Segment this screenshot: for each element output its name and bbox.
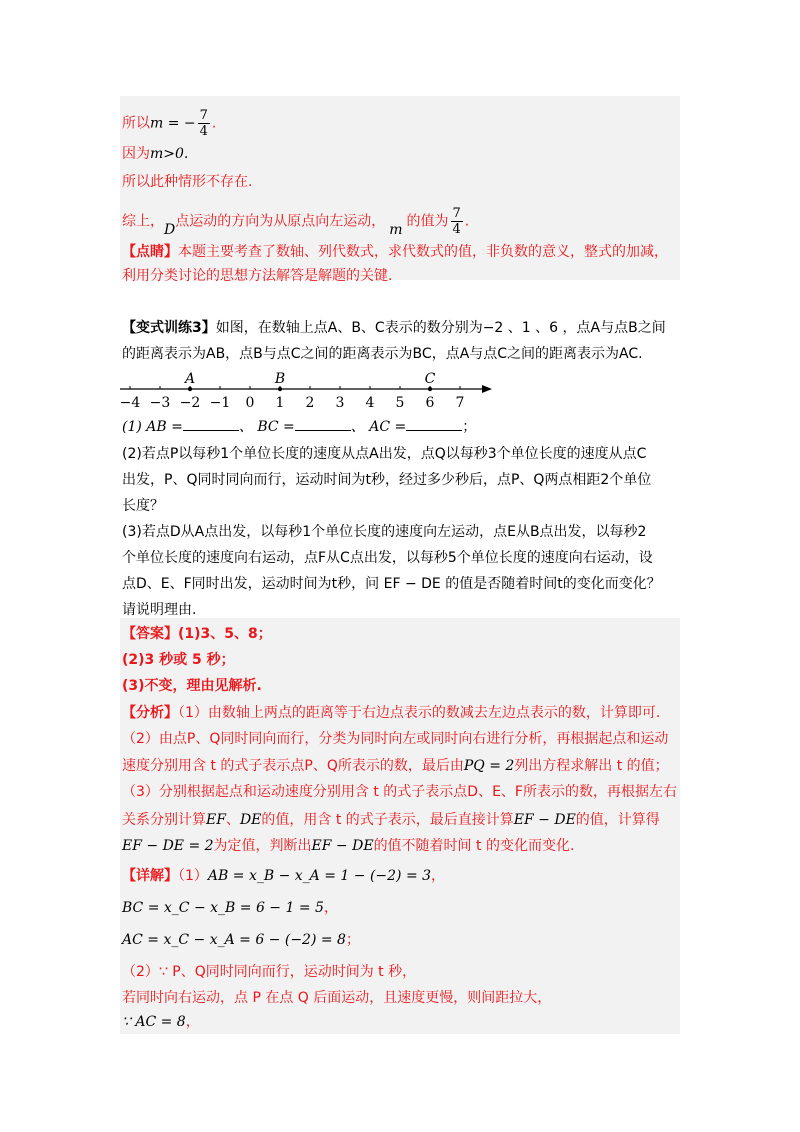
analysis-line-6: EF − DE = 2为定值，判断出EF − DE的值不随着时间 t 的变化而变化. [122,838,575,854]
dianjing-line-2: 利用分类讨论的思想方法解答是解题的关键. [122,268,393,284]
axis-tick-label: −4 [119,395,141,410]
axis-tick-label: 7 [455,395,465,410]
answer-blank-ab[interactable] [183,416,239,431]
point-c-label: C [424,371,436,387]
problem-line-2: 的距离表示为AB，点B与点C之间的距离表示为BC，点A与点C之间的距离表示为AC. [122,346,643,362]
detail-line-1: 【详解】（1）AB = x_B − x_A = 1 − (−2) = 3， [122,868,446,884]
axis-tick-label: 0 [245,395,255,410]
top-line-4: 综上，D点运动的方向为从原点向左运动， m 的值为 $\frac{7}{4}$ . [122,206,470,238]
analysis-line-2: （2）由点P、Q同时同向而行，分类为同时向左或同时向右进行分析，再根据起点和运动 [122,731,669,747]
top-line-2: 因为m>0. [122,146,189,162]
axis-arrow-icon [482,385,492,393]
answer-blank-bc[interactable] [295,416,351,431]
detail-line-4: （2）∵ P、Q同时同向而行，运动时间为 t 秒， [122,964,417,980]
analysis-line-5: 关系分别计算EF、DE的值，用含 t 的式子表示，最后直接计算EF − DE的值，计算得 [122,812,660,828]
dianjing-line-1: 【点睛】本题主要考查了数轴、列代数式，求代数式的值，非负数的意义，整式的加减， [122,244,668,260]
analysis-line-4: （3）分别根据起点和运动速度分别用含 t 的式子表示点D、E、F所表示的数，再根据左右 [122,784,677,800]
answer-line-1: 【答案】(1)3、5、8； [122,626,272,642]
point-a-label: A [184,371,196,387]
point-a-dot [188,387,192,391]
detail-line-2: BC = x_C − x_B = 6 − 1 = 5， [122,900,338,916]
analysis-line-1: 【分析】（1）由数轴上两点的距离等于右边点表示的数减去左边点表示的数，计算即可. [122,705,661,721]
point-b-dot [278,387,282,391]
analysis-line-3: 速度分别用含 t 的式子表示点P、Q所表示的数，最后由PQ = 2列出方程求解出 t 的值； [122,758,669,774]
answer-blank-ac[interactable] [406,416,462,431]
q3-line-2: 个单位长度的速度向右运动，点F从C点出发，以每秒5个单位长度的速度向右运动，设 [122,550,653,566]
axis-tick-label: 6 [425,395,435,410]
point-c-dot [428,387,432,391]
fraction-7-4-second: $\frac{7}{4}$ [452,206,461,237]
point-b-label: B [274,371,286,387]
axis-tick-label: 1 [275,395,285,410]
axis-tick-label: −1 [209,395,231,410]
answer-line-2: (2)3 秒或 5 秒； [122,652,235,668]
q3-line-4: 请说明理由. [122,602,197,618]
top-line-3: 所以此种情形不存在. [122,174,253,190]
q2-line-3: 长度？ [122,498,164,514]
q3-line-1: (3)若点D从A点出发，以每秒1个单位长度的速度向左运动，点E从B点出发，以每秒2 [122,524,647,540]
number-line [118,370,518,410]
answer-line-3: (3)不变，理由见解析. [122,678,262,694]
q3-line-3: 点D、E、F同时出发，运动时间为t秒，问 EF − DE 的值是否随着时间t的变化而变化？ [122,576,661,592]
axis-tick-label: 3 [335,395,345,410]
axis-tick-label: 2 [305,395,315,410]
top-line-1: 所以m = − $\frac{7}{4}$ . [122,108,217,139]
q2-line-2: 出发，P、Q同时同向而行，运动时间为t秒，经过多少秒后，点P、Q两点相距2个单位 [122,472,652,488]
axis-tick-label: 5 [395,395,405,410]
detail-line-6: ∵ AC = 8， [122,1014,200,1030]
q2-line-1: (2)若点P以每秒1个单位长度的速度从点A出发，点Q以每秒3个单位长度的速度从点C [122,446,647,462]
detail-line-5: 若同时向右运动，点 P 在点 Q 后面运动，且速度更慢，则间距拉大， [122,990,552,1006]
detail-line-3: AC = x_C − x_A = 6 − (−2) = 8； [122,932,360,948]
fraction-7-4: $\frac{7}{4}$ [199,108,208,139]
axis-tick-label: −3 [149,395,171,410]
axis-tick-label: 4 [365,395,375,410]
q1-line: (1) AB = 、 BC = 、 AC = ； [122,416,476,437]
problem-line-1: 【变式训练3】如图，在数轴上点A、B、C表示的数分别为−2 、1 、6 ，点A与点B之间 [122,320,666,336]
axis-tick-label: −2 [179,395,201,410]
